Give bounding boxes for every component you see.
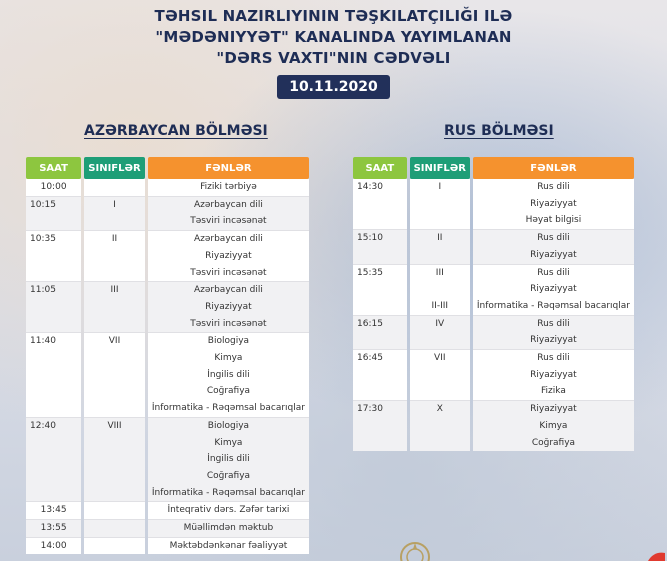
grade-cell	[84, 537, 145, 555]
grade-cell	[84, 435, 145, 452]
table-header-row	[353, 157, 634, 179]
schedule-group	[26, 196, 309, 230]
schedule-group	[26, 332, 309, 417]
time-cell	[353, 247, 407, 264]
subject-cell: Kimya	[473, 418, 634, 435]
grade-cell	[84, 519, 145, 537]
subject-cell: Biologiya	[148, 332, 309, 350]
header-fennler: FƏNLƏR	[148, 157, 309, 179]
subject-cell: Biologiya	[148, 417, 309, 435]
time-cell: 17:30	[353, 400, 407, 418]
right-section-title-text: RUS BÖLMƏSI	[444, 123, 554, 139]
grade-cell: VIII	[84, 417, 145, 435]
schedule-group	[26, 519, 309, 537]
subject-cell: İnformatika - Rəqəmsal bacarıqlar	[148, 400, 309, 417]
schedule-group	[26, 179, 309, 196]
grade-cell	[84, 367, 145, 384]
grade-cell	[84, 213, 145, 230]
table-row	[26, 299, 309, 316]
grade-cell	[410, 435, 470, 452]
time-cell	[353, 196, 407, 213]
azerbaijani-schedule-table	[23, 157, 312, 554]
table-row	[26, 316, 309, 333]
subject-cell: Azərbaycan dili	[148, 196, 309, 214]
subject-cell: Fizika	[473, 383, 634, 400]
grade-cell	[410, 281, 470, 298]
time-cell: 10:00	[26, 179, 81, 196]
table-row	[353, 435, 634, 452]
subject-cell: Həyat bilgisi	[473, 212, 634, 229]
subject-cell: Coğrafiya	[148, 383, 309, 400]
table-row	[26, 213, 309, 230]
grade-cell	[410, 418, 470, 435]
schedule-group	[26, 281, 309, 332]
time-cell	[353, 383, 407, 400]
time-cell	[26, 383, 81, 400]
left-section-title-text: AZƏRBAYCAN BÖLMƏSI	[84, 123, 268, 139]
time-cell	[353, 298, 407, 315]
time-cell	[26, 350, 81, 367]
table-row	[26, 367, 309, 384]
time-cell: 10:35	[26, 230, 81, 248]
grade-cell	[410, 247, 470, 264]
schedule-group	[353, 400, 634, 451]
subject-cell: Riyaziyyat	[473, 247, 634, 264]
header-fennler: FƏNLƏR	[473, 157, 634, 179]
time-cell	[353, 435, 407, 452]
table-row	[26, 400, 309, 417]
subject-cell: Riyaziyyat	[473, 196, 634, 213]
table-row	[353, 179, 634, 196]
schedule-group	[353, 349, 634, 400]
grade-cell: X	[410, 400, 470, 418]
left-section-title	[84, 123, 268, 139]
time-cell: 15:10	[353, 229, 407, 247]
table-row	[353, 400, 634, 418]
time-cell: 10:15	[26, 196, 81, 214]
table-row	[353, 196, 634, 213]
grade-cell	[84, 350, 145, 367]
grade-cell	[410, 367, 470, 384]
subject-cell: Rus dili	[473, 229, 634, 247]
time-cell	[26, 485, 81, 502]
time-cell	[353, 281, 407, 298]
time-cell	[26, 468, 81, 485]
table-row	[26, 485, 309, 502]
subject-cell: İngilis dili	[148, 451, 309, 468]
subject-cell: Riyaziyyat	[473, 400, 634, 418]
time-cell: 12:40	[26, 417, 81, 435]
subject-cell: İngilis dili	[148, 367, 309, 384]
grade-cell	[84, 501, 145, 519]
table-row	[353, 247, 634, 264]
page-header	[0, 6, 667, 99]
table-row	[353, 332, 634, 349]
table-row	[353, 229, 634, 247]
table-row	[353, 298, 634, 315]
time-cell	[26, 451, 81, 468]
table-row	[353, 367, 634, 384]
schedule-group	[353, 315, 634, 349]
header-saat: SAAT	[26, 157, 81, 179]
right-section-title	[444, 123, 554, 139]
grade-cell	[84, 485, 145, 502]
time-cell: 15:35	[353, 264, 407, 282]
time-cell: 16:15	[353, 315, 407, 333]
time-cell	[26, 435, 81, 452]
time-cell: 11:40	[26, 332, 81, 350]
subject-cell: Rus dili	[473, 315, 634, 333]
grade-cell	[410, 332, 470, 349]
table-row	[26, 451, 309, 468]
subject-cell: Riyaziyyat	[473, 367, 634, 384]
time-cell	[26, 367, 81, 384]
table-row	[26, 230, 309, 248]
table-row	[26, 537, 309, 555]
header-saat: SAAT	[353, 157, 407, 179]
time-cell: 16:45	[353, 349, 407, 367]
time-cell	[353, 367, 407, 384]
time-cell	[26, 299, 81, 316]
grade-cell: II-III	[410, 298, 470, 315]
time-cell: 14:30	[353, 179, 407, 196]
title-line-1: TƏHSIL NAZIRLIYININ TƏŞKILATÇILIĞI ILƏ	[154, 7, 513, 25]
table-row	[353, 418, 634, 435]
subject-cell: Riyaziyyat	[148, 299, 309, 316]
date-badge: 10.11.2020	[277, 75, 390, 99]
table-row	[353, 315, 634, 333]
grade-cell	[84, 383, 145, 400]
header-sinifler: SINIFLƏR	[410, 157, 470, 179]
table-row	[26, 248, 309, 265]
header-sinifler: SINIFLƏR	[84, 157, 145, 179]
time-cell: 11:05	[26, 281, 81, 299]
grade-cell: IV	[410, 315, 470, 333]
time-cell	[26, 316, 81, 333]
grade-cell	[84, 451, 145, 468]
subject-cell: Riyaziyyat	[473, 281, 634, 298]
schedule-group	[353, 264, 634, 315]
title-line-2: "MƏDƏNIYYƏT" KANALINDA YAYIMLANAN	[155, 28, 512, 46]
table-row	[26, 435, 309, 452]
grade-cell	[84, 316, 145, 333]
grade-cell: II	[84, 230, 145, 248]
brand-mark-icon	[646, 549, 667, 561]
grade-cell: II	[410, 229, 470, 247]
subject-cell: Müəllimdən məktub	[148, 519, 309, 537]
schedule-group	[26, 417, 309, 502]
subject-cell: Rus dili	[473, 264, 634, 282]
table-row	[26, 196, 309, 214]
grade-cell	[84, 179, 145, 196]
subject-cell: Təsviri incəsənət	[148, 265, 309, 282]
grade-cell: VII	[84, 332, 145, 350]
schedule-group	[353, 179, 634, 229]
subject-cell: Azərbaycan dili	[148, 230, 309, 248]
time-cell	[26, 248, 81, 265]
subject-cell: Təsviri incəsənət	[148, 213, 309, 230]
table-row	[353, 383, 634, 400]
table-row	[353, 349, 634, 367]
grade-cell: III	[410, 264, 470, 282]
subject-cell: Kimya	[148, 350, 309, 367]
table-row	[353, 264, 634, 282]
time-cell	[26, 265, 81, 282]
subject-cell: Fiziki tərbiyə	[148, 179, 309, 196]
table-row	[26, 179, 309, 196]
table-row	[26, 519, 309, 537]
grade-cell: VII	[410, 349, 470, 367]
grade-cell: I	[84, 196, 145, 214]
table-row	[26, 265, 309, 282]
grade-cell: I	[410, 179, 470, 196]
table-row	[353, 212, 634, 229]
grade-cell	[410, 212, 470, 229]
grade-cell	[84, 299, 145, 316]
grade-cell	[410, 383, 470, 400]
subject-cell: Azərbaycan dili	[148, 281, 309, 299]
subject-cell: İnformatika - Rəqəmsal bacarıqlar	[473, 298, 634, 315]
subject-cell: Coğrafiya	[148, 468, 309, 485]
subject-cell: Kimya	[148, 435, 309, 452]
subject-cell: İnteqrativ dərs. Zəfər tarixi	[148, 501, 309, 519]
grade-cell	[84, 400, 145, 417]
title-line-3: "DƏRS VAXTI"NIN CƏDVƏLI	[216, 49, 451, 67]
schedule-group	[26, 501, 309, 519]
grade-cell	[84, 248, 145, 265]
schedule-group	[26, 537, 309, 555]
table-row	[26, 350, 309, 367]
subject-cell: Riyaziyyat	[148, 248, 309, 265]
grade-cell	[84, 468, 145, 485]
time-cell: 13:45	[26, 501, 81, 519]
time-cell	[353, 212, 407, 229]
table-row	[26, 383, 309, 400]
time-cell: 13:55	[26, 519, 81, 537]
subject-cell: Məktəbdənkənar fəaliyyət	[148, 537, 309, 555]
grade-cell	[84, 265, 145, 282]
table-row	[353, 281, 634, 298]
subject-cell: Rus dili	[473, 349, 634, 367]
subject-cell: İnformatika - Rəqəmsal bacarıqlar	[148, 485, 309, 502]
table-row	[26, 417, 309, 435]
table-row	[26, 281, 309, 299]
time-cell	[353, 332, 407, 349]
russian-schedule-table	[350, 157, 637, 451]
time-cell: 14:00	[26, 537, 81, 555]
schedule-group	[353, 229, 634, 263]
table-row	[26, 501, 309, 519]
subject-cell: Riyaziyyat	[473, 332, 634, 349]
grade-cell: III	[84, 281, 145, 299]
schedule-group	[26, 230, 309, 281]
subject-cell: Coğrafiya	[473, 435, 634, 452]
grade-cell	[410, 196, 470, 213]
table-row	[26, 468, 309, 485]
time-cell	[26, 213, 81, 230]
ministry-emblem-icon	[398, 540, 432, 561]
table-header-row	[26, 157, 309, 179]
time-cell	[26, 400, 81, 417]
table-row	[26, 332, 309, 350]
subject-cell: Təsviri incəsənət	[148, 316, 309, 333]
time-cell	[353, 418, 407, 435]
subject-cell: Rus dili	[473, 179, 634, 196]
